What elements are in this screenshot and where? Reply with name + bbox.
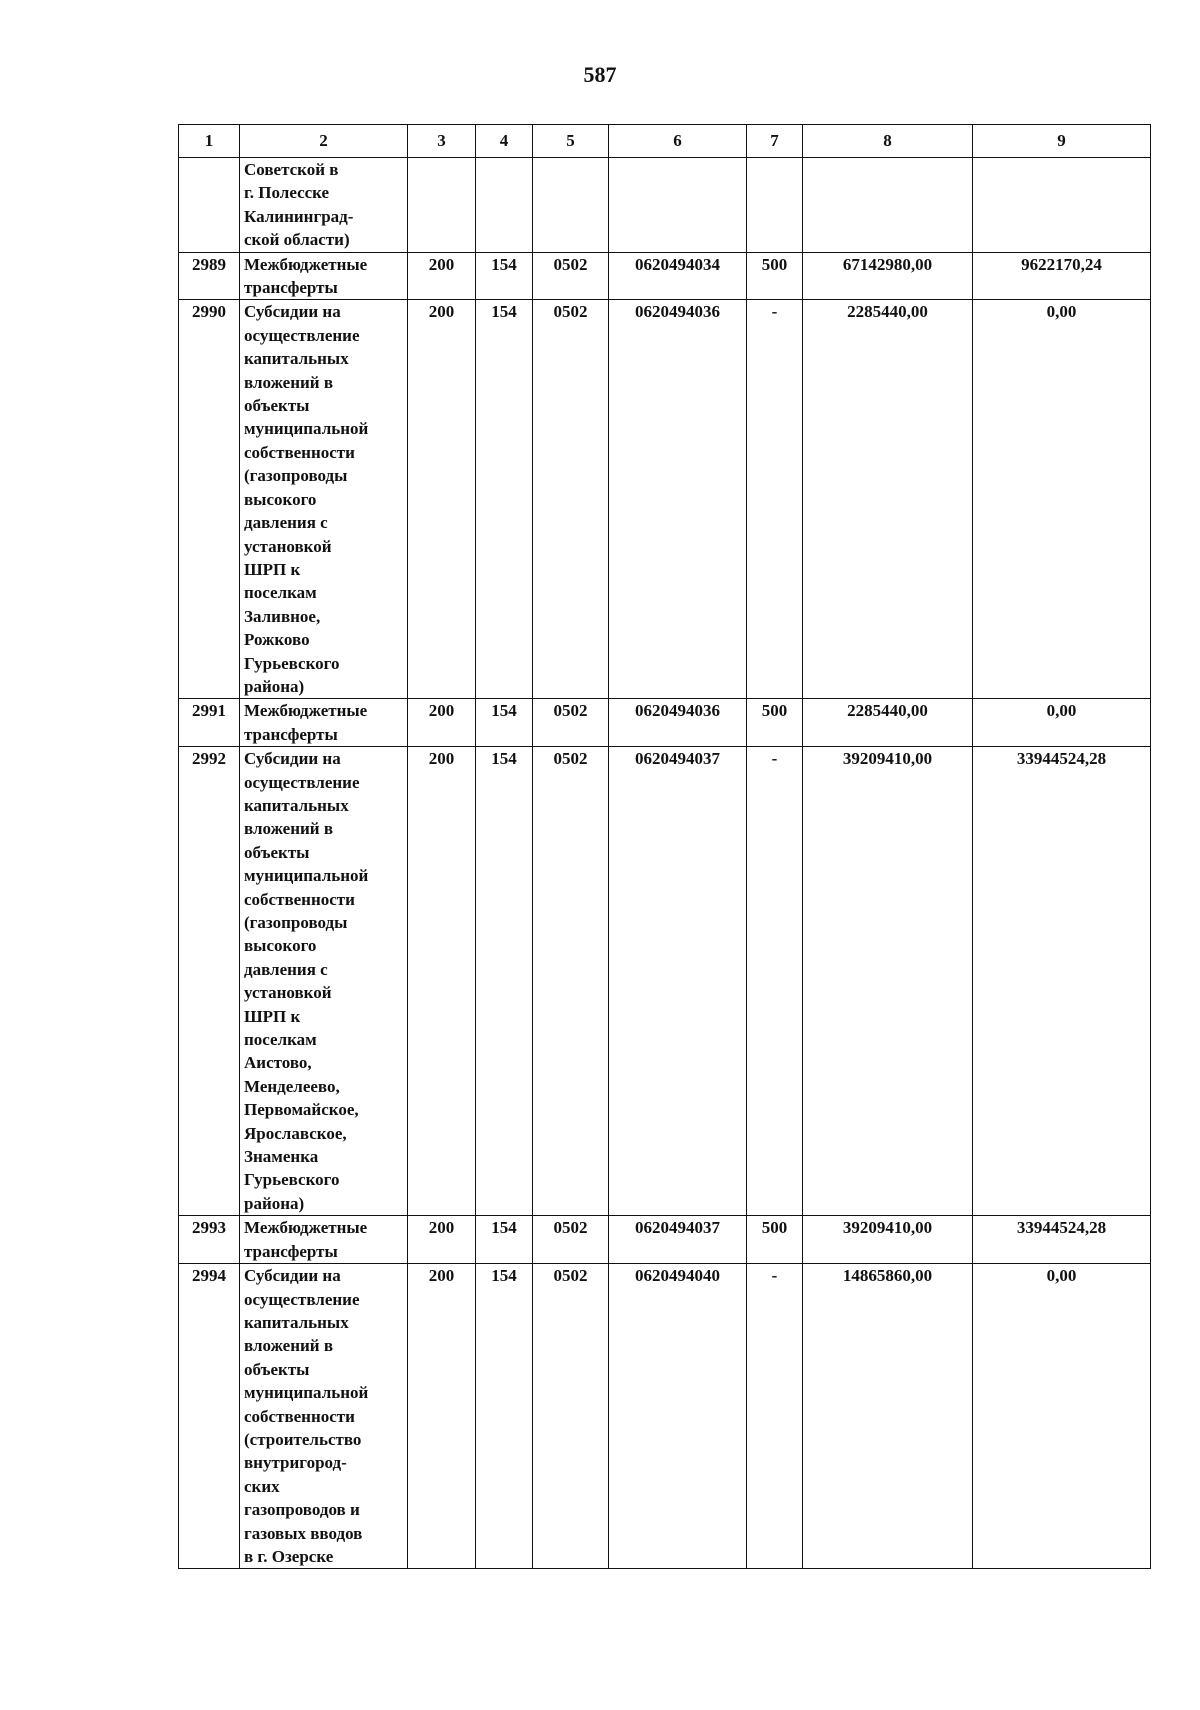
row-number-cell: 2990 bbox=[179, 300, 240, 699]
amount-8-cell: 2285440,00 bbox=[803, 699, 973, 747]
amount-9-cell: 0,00 bbox=[973, 1264, 1151, 1569]
type-code-cell: - bbox=[747, 747, 803, 1216]
table-row bbox=[179, 158, 1151, 253]
row-number-cell: 2992 bbox=[179, 747, 240, 1216]
type-code-cell: - bbox=[747, 300, 803, 699]
code-4-cell: 154 bbox=[476, 747, 533, 1216]
table-row bbox=[179, 699, 1151, 747]
amount-8-cell: 14865860,00 bbox=[803, 1264, 973, 1569]
column-header-7: 7 bbox=[747, 125, 803, 158]
type-code-cell bbox=[747, 158, 803, 253]
code-3-cell: 200 bbox=[408, 747, 476, 1216]
row-number-cell: 2994 bbox=[179, 1264, 240, 1569]
code-3-cell: 200 bbox=[408, 1264, 476, 1569]
amount-9-cell: 33944524,28 bbox=[973, 747, 1151, 1216]
table-body bbox=[179, 125, 1151, 1569]
code-4-cell: 154 bbox=[476, 252, 533, 300]
target-code-cell: 0620494036 bbox=[609, 699, 747, 747]
code-4-cell: 154 bbox=[476, 1216, 533, 1264]
code-4-cell bbox=[476, 158, 533, 253]
column-header-5: 5 bbox=[533, 125, 609, 158]
description-cell: Субсидии на осуществление капитальных вложений в объекты муниципальной собственности (строительство внутригород- ских газопроводов и газовых вводов в г. Озерске bbox=[240, 1264, 408, 1569]
amount-8-cell bbox=[803, 158, 973, 253]
description-cell: Советской в г. Полесске Калининград- ской области) bbox=[240, 158, 408, 253]
target-code-cell: 0620494034 bbox=[609, 252, 747, 300]
amount-8-cell: 39209410,00 bbox=[803, 1216, 973, 1264]
column-header-row bbox=[179, 125, 1151, 158]
column-header-4: 4 bbox=[476, 125, 533, 158]
table-row bbox=[179, 747, 1151, 1216]
code-3-cell bbox=[408, 158, 476, 253]
target-code-cell: 0620494036 bbox=[609, 300, 747, 699]
row-number-cell: 2993 bbox=[179, 1216, 240, 1264]
table-row bbox=[179, 1216, 1151, 1264]
amount-8-cell: 67142980,00 bbox=[803, 252, 973, 300]
type-code-cell: 500 bbox=[747, 699, 803, 747]
row-number-cell: 2991 bbox=[179, 699, 240, 747]
row-number-cell: 2989 bbox=[179, 252, 240, 300]
type-code-cell: 500 bbox=[747, 1216, 803, 1264]
section-code-cell: 0502 bbox=[533, 1264, 609, 1569]
table-row bbox=[179, 252, 1151, 300]
code-3-cell: 200 bbox=[408, 252, 476, 300]
amount-9-cell: 0,00 bbox=[973, 699, 1151, 747]
column-header-3: 3 bbox=[408, 125, 476, 158]
column-header-8: 8 bbox=[803, 125, 973, 158]
description-cell: Межбюджетные трансферты bbox=[240, 252, 408, 300]
code-4-cell: 154 bbox=[476, 699, 533, 747]
section-code-cell: 0502 bbox=[533, 300, 609, 699]
section-code-cell: 0502 bbox=[533, 1216, 609, 1264]
code-3-cell: 200 bbox=[408, 300, 476, 699]
target-code-cell: 0620494037 bbox=[609, 747, 747, 1216]
table-row bbox=[179, 300, 1151, 699]
column-header-2: 2 bbox=[240, 125, 408, 158]
amount-9-cell: 9622170,24 bbox=[973, 252, 1151, 300]
target-code-cell: 0620494037 bbox=[609, 1216, 747, 1264]
column-header-1: 1 bbox=[179, 125, 240, 158]
type-code-cell: - bbox=[747, 1264, 803, 1569]
amount-9-cell: 33944524,28 bbox=[973, 1216, 1151, 1264]
amount-9-cell: 0,00 bbox=[973, 300, 1151, 699]
column-header-9: 9 bbox=[973, 125, 1151, 158]
amount-8-cell: 39209410,00 bbox=[803, 747, 973, 1216]
code-4-cell: 154 bbox=[476, 300, 533, 699]
row-number-cell bbox=[179, 158, 240, 253]
description-cell: Субсидии на осуществление капитальных вложений в объекты муниципальной собственности (газопроводы высокого давления с установкой ШРП к поселкам Заливное, Рожково Гурьевского района) bbox=[240, 300, 408, 699]
section-code-cell: 0502 bbox=[533, 747, 609, 1216]
section-code-cell: 0502 bbox=[533, 699, 609, 747]
table-row bbox=[179, 1264, 1151, 1569]
description-cell: Межбюджетные трансферты bbox=[240, 699, 408, 747]
amount-9-cell bbox=[973, 158, 1151, 253]
type-code-cell: 500 bbox=[747, 252, 803, 300]
column-header-6: 6 bbox=[609, 125, 747, 158]
budget-table bbox=[178, 124, 1151, 1569]
code-4-cell: 154 bbox=[476, 1264, 533, 1569]
description-cell: Субсидии на осуществление капитальных вложений в объекты муниципальной собственности (газопроводы высокого давления с установкой ШРП к поселкам Аистово, Менделеево, Первомайское, Ярославское, Знаменка Гурьевского района) bbox=[240, 747, 408, 1216]
target-code-cell bbox=[609, 158, 747, 253]
target-code-cell: 0620494040 bbox=[609, 1264, 747, 1569]
code-3-cell: 200 bbox=[408, 1216, 476, 1264]
page-number: 587 bbox=[583, 62, 617, 87]
section-code-cell: 0502 bbox=[533, 252, 609, 300]
code-3-cell: 200 bbox=[408, 699, 476, 747]
section-code-cell bbox=[533, 158, 609, 253]
amount-8-cell: 2285440,00 bbox=[803, 300, 973, 699]
description-cell: Межбюджетные трансферты bbox=[240, 1216, 408, 1264]
